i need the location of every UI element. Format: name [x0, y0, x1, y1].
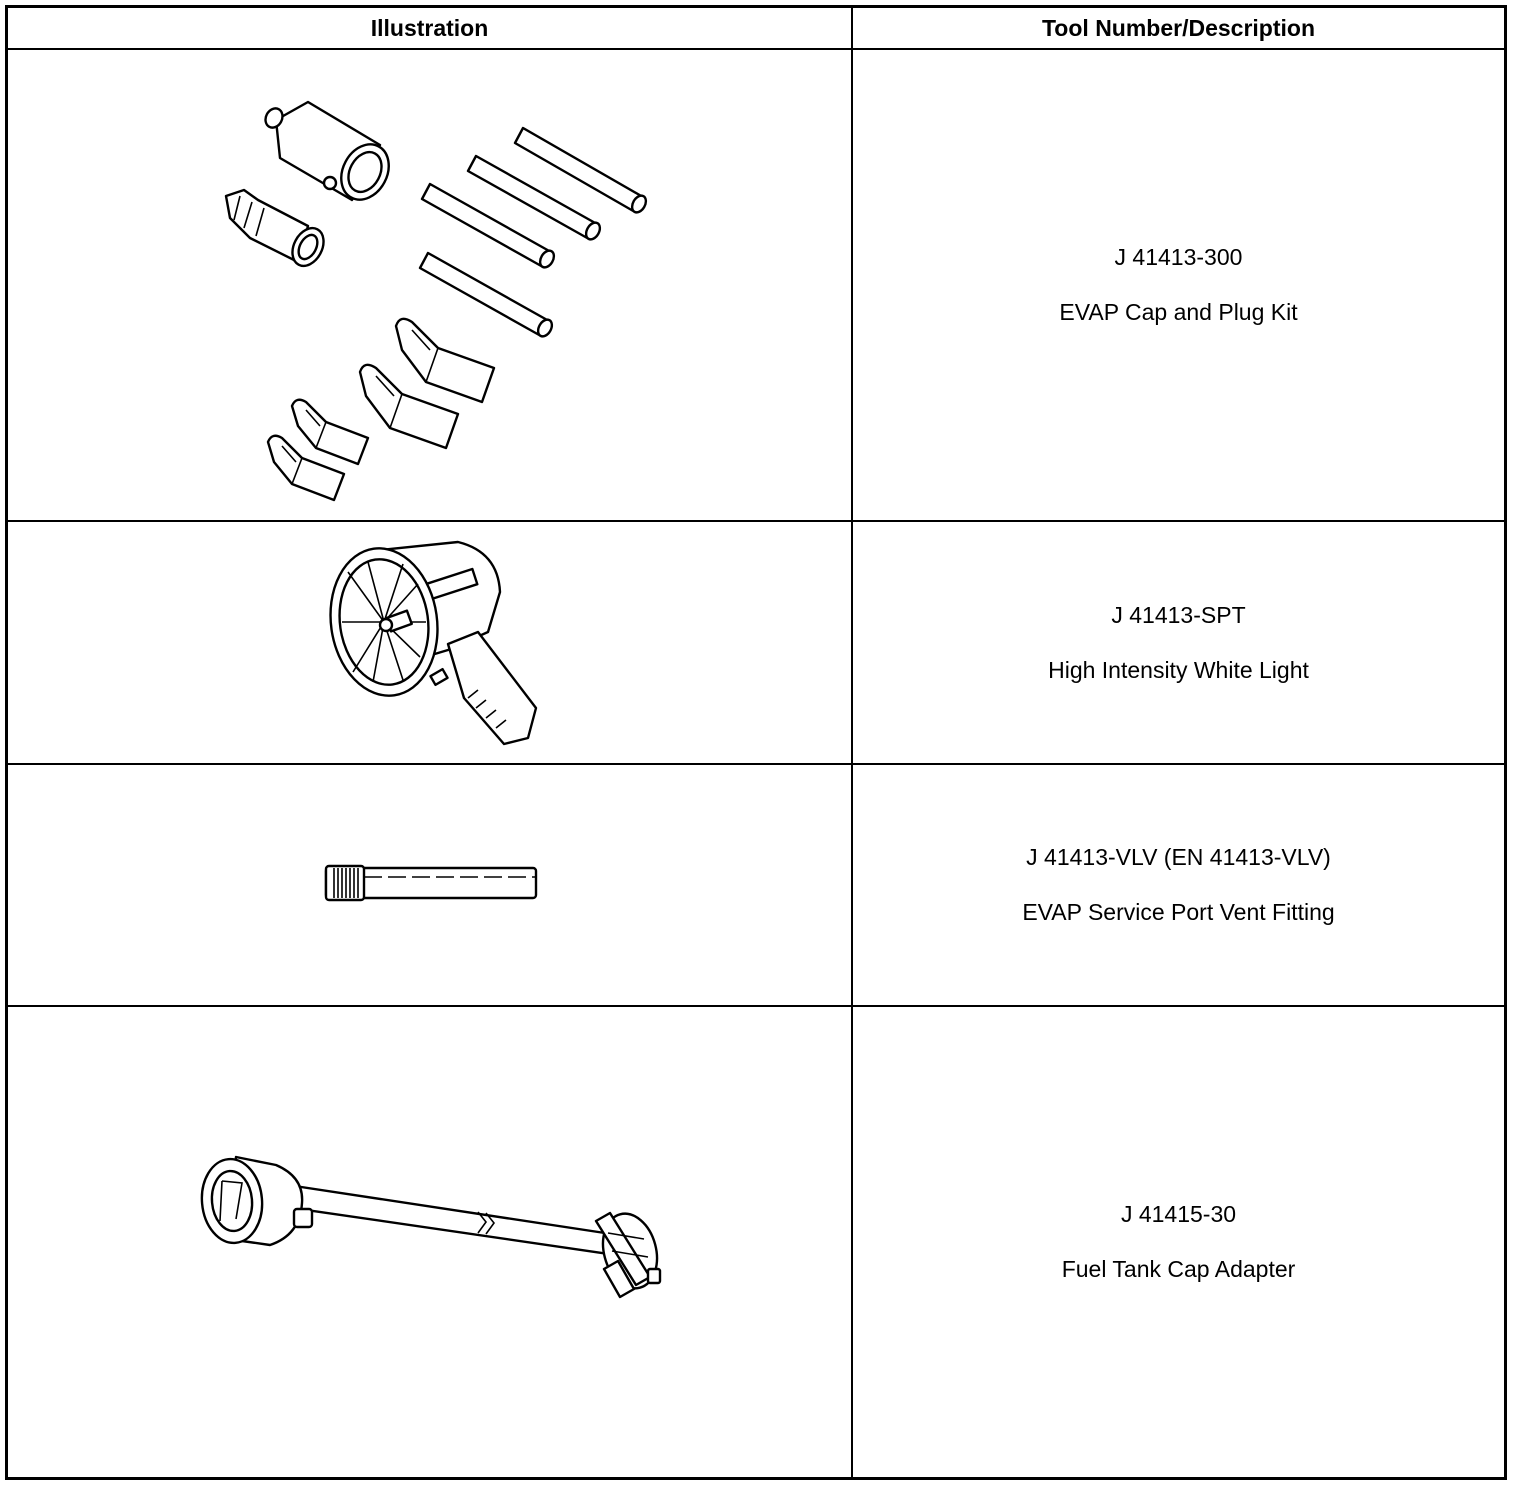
- tool-description: High Intensity White Light: [1048, 656, 1309, 683]
- table-row-description: [853, 765, 1504, 1005]
- tool-description: EVAP Cap and Plug Kit: [1059, 299, 1298, 325]
- header-illustration: Illustration: [370, 14, 489, 41]
- table-row-description: [853, 50, 1504, 520]
- tool-description: Fuel Tank Cap Adapter: [1061, 1256, 1296, 1282]
- evap-cap-plug-kit-icon: [8, 50, 851, 520]
- white-light-icon: [8, 522, 851, 763]
- header-tool-description: Tool Number/Description: [1041, 14, 1316, 41]
- tool-number: J 41413-300: [1114, 244, 1243, 270]
- table-row-illustration: [8, 522, 851, 763]
- tools-table: [5, 5, 1507, 1480]
- table-row-description: [853, 1007, 1504, 1477]
- tool-number: J 41413-SPT: [1111, 601, 1246, 628]
- table-row-illustration: [8, 765, 851, 1005]
- vent-fitting-icon: [8, 765, 851, 1005]
- table-row-illustration: [8, 1007, 851, 1477]
- fuel-cap-adapter-icon: [8, 1007, 851, 1477]
- tool-number: J 41415-30: [1120, 1201, 1237, 1227]
- tool-description: EVAP Service Port Vent Fitting: [1022, 899, 1335, 925]
- table-row-illustration: [8, 50, 851, 520]
- tool-number: J 41413-VLV (EN 41413-VLV): [1026, 844, 1331, 870]
- table-row-description: [853, 522, 1504, 763]
